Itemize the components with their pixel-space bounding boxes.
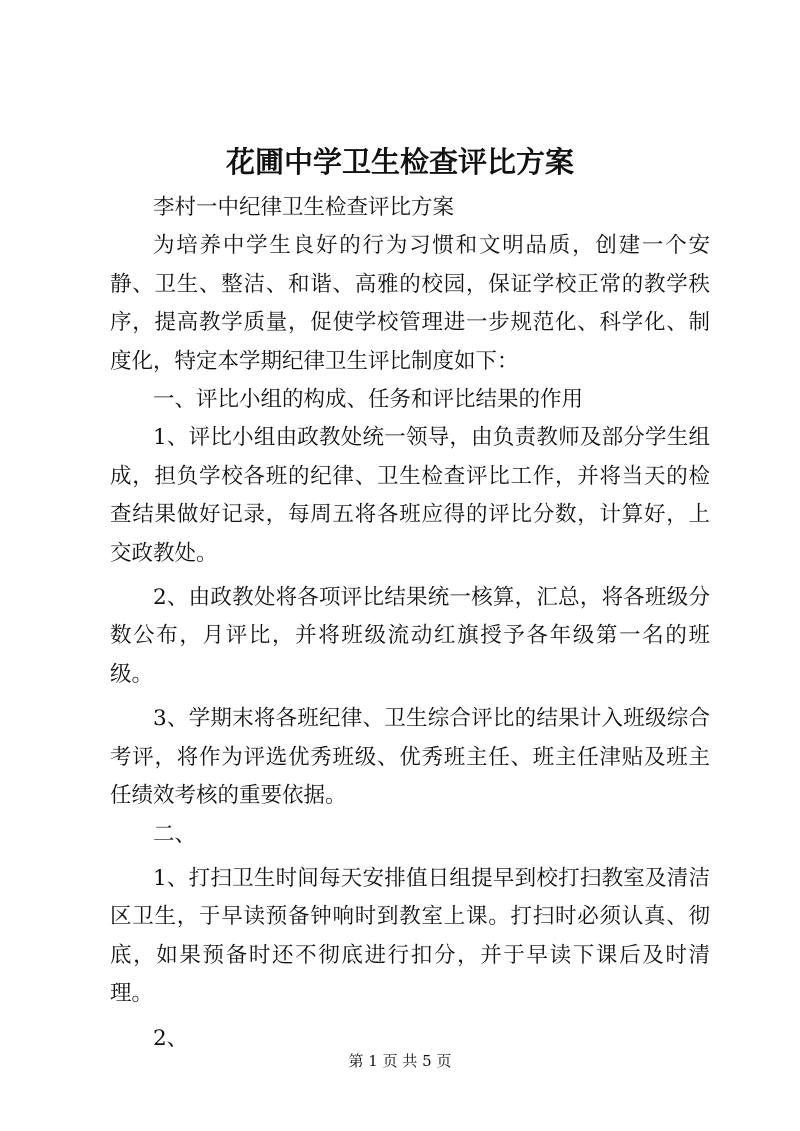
page-number-footer: 第 1 页 共 5 页	[348, 1052, 452, 1070]
paragraph-item-2: 2、由政教处将各项评比结果统一核算，汇总，将各班级分数公布，月评比，并将班级流动红旗授予各年级第一名的班级。	[110, 585, 710, 687]
paragraph-section-one-heading: 一、评比小组的构成、任务和评比结果的作用	[153, 387, 584, 413]
paragraph-item-1: 1、评比小组由政教处统一领导，由负责教师及部分学生组成，担负学校各班的纪律、卫生检查评比工作，并将当天的检查结果做好记录，每周五将各班应得的评比分数，计算好，上交政教处。	[110, 425, 710, 566]
paragraph-item-3: 3、学期末将各班纪律、卫生综合评比的结果计入班级综合考评，将作为评选优秀班级、优秀班主任、班主任津贴及班主任绩效考核的重要依据。	[110, 706, 710, 809]
paragraph-subtitle: 李村一中纪律卫生检查评比方案	[153, 195, 455, 220]
paragraph-section-two-heading: 二、	[153, 821, 197, 847]
document-title: 花圃中学卫生检查评比方案	[225, 145, 574, 179]
paragraph-intro: 为培养中学生良好的行为习惯和文明品质，创建一个安静、卫生、整洁、和谐、高雅的校园，保证学校正常的教学秩序，提高教学质量，促使学校管理进一步规范化、科学化、制度化，特定本学期纪律卫生评比制度如下：	[110, 233, 710, 374]
paragraph-section-two-item-1: 1、打扫卫生时间每天安排值日组提早到校打扫教室及清洁区卫生，于早读预备钟响时到教室上课。打扫时必须认真、彻底，如果预备时还不彻底进行扣分，并于早读下课后及时清理。	[110, 865, 710, 1007]
paragraph-section-two-item-2: 2、	[153, 1025, 189, 1051]
document-body	[110, 189, 710, 1058]
